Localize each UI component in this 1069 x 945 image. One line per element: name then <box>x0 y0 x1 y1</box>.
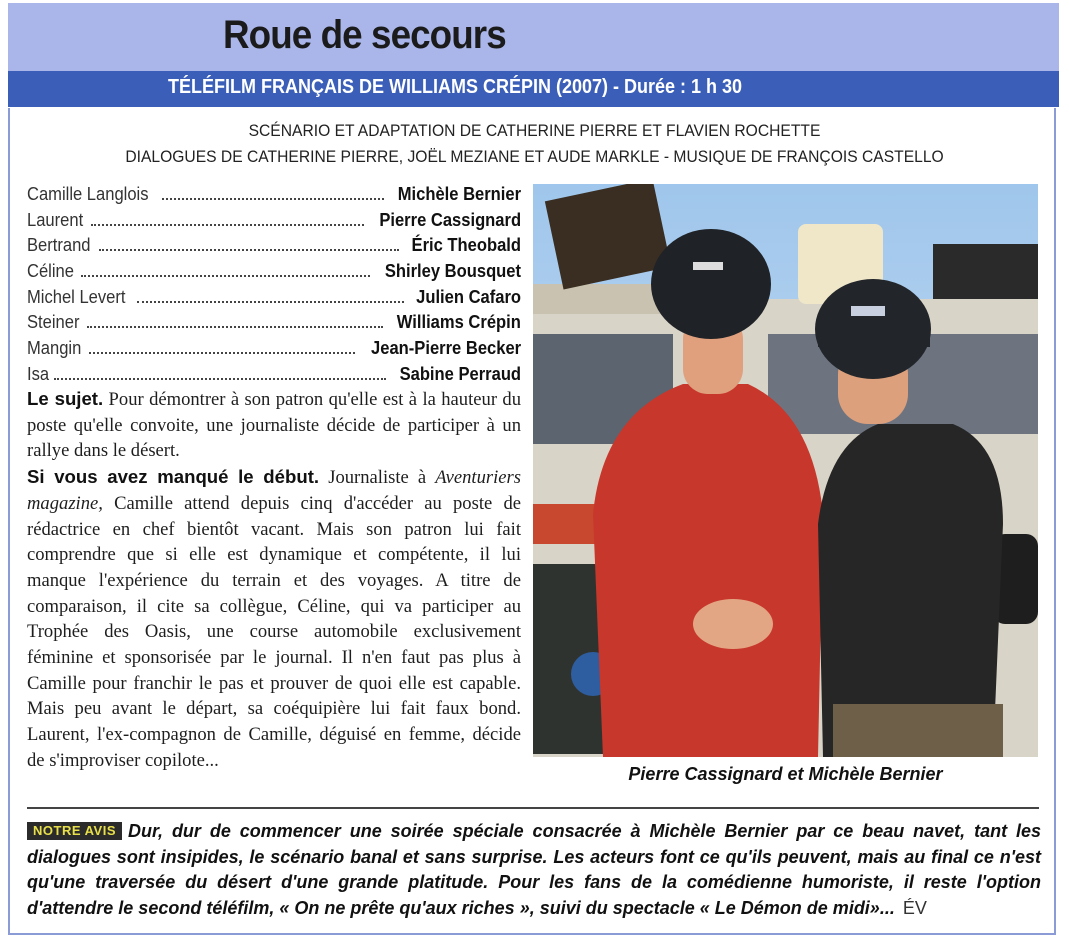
credits-dialogues-music: DIALOGUES DE CATHERINE PIERRE, JOËL MEZIANE ET AUDE MARKLE - MUSIQUE DE FRANÇOIS CASTELLO <box>125 147 944 166</box>
leader-dots <box>54 378 386 380</box>
cast-row <box>27 261 521 287</box>
cast-actor: Pierre Cassignard <box>379 209 521 230</box>
leader-dots <box>162 198 384 200</box>
synopsis <box>27 386 521 774</box>
missed-text-1: Journaliste à <box>319 467 436 489</box>
leader-dots <box>89 352 355 354</box>
cast-role: Michel Levert <box>27 286 126 307</box>
leader-dots <box>91 224 364 226</box>
film-still-photo <box>533 184 1038 757</box>
cast-actor: Shirley Bousquet <box>384 261 521 282</box>
cast-actor: Julien Cafaro <box>416 286 521 307</box>
review-text: Dur, dur de commencer une soirée spéciale consacrée à Michèle Bernier par ce beau navet, tant les dialogues sont insipides, le scénario banal et sans surprise. Les acteurs font ce qu'ils peuvent, mais au final ce n'est qu'une traversée du désert d'une grande platitude. Pour les fans de la comédienne humoriste, il reste l'option d'attendre le second téléfilm, « On ne prête qu'aux riches », suivi du spectacle « Le Démon de midi»... <box>27 821 1041 918</box>
subtitle-band <box>8 71 1059 107</box>
cast-row <box>27 287 521 313</box>
photo-caption: Pierre Cassignard et Michèle Bernier <box>628 764 943 784</box>
missed-label: Si vous avez manqué le début. <box>27 466 320 488</box>
review-badge: NOTRE AVIS <box>27 822 122 840</box>
cast-actor: Sabine Perraud <box>399 363 521 384</box>
subject-label: Le sujet. <box>27 388 104 409</box>
cast-actor: Michèle Bernier <box>397 184 521 204</box>
cast-role: Bertrand <box>27 235 91 256</box>
cast-row <box>27 338 521 364</box>
credits-screenplay: SCÉNARIO ET ADAPTATION DE CATHERINE PIERRE ET FLAVIEN ROCHETTE <box>248 121 821 140</box>
cast-role: Camille Langlois <box>27 184 149 204</box>
cast-role: Laurent <box>27 209 84 230</box>
cast-role: Céline <box>27 261 74 282</box>
title-band <box>8 3 1059 71</box>
cast-actor: Williams Crépin <box>396 312 521 333</box>
cast-role: Isa <box>27 363 50 384</box>
leader-dots <box>81 275 370 277</box>
leader-dots <box>99 249 399 251</box>
cast-role: Mangin <box>27 338 82 359</box>
leader-dots <box>87 326 383 328</box>
subject-text: Pour démontrer à son patron qu'elle est à la hauteur du poste qu'elle convoite, une journaliste décide de participer à un rallye dans le désert. <box>27 389 521 462</box>
magazine-name: Aventuriers magazine, <box>27 467 521 514</box>
review-block <box>27 819 1041 921</box>
photo-illustration <box>533 184 1038 757</box>
cast-list <box>27 184 521 390</box>
cast-role: Steiner <box>27 312 80 333</box>
review-signature: ÉV <box>902 897 927 918</box>
film-info: TÉLÉFILM FRANÇAIS DE WILLIAMS CRÉPIN (2007) - Durée : 1 h 30 <box>168 76 743 98</box>
cast-actor: Jean-Pierre Becker <box>370 338 521 359</box>
cast-row <box>27 184 521 210</box>
cast-actor: Éric Theobald <box>411 235 521 256</box>
cast-row <box>27 312 521 338</box>
missed-text-2: Camille attend depuis cinq d'accéder au poste de rédactrice en chef bientôt vacant. Mais son patron lui fait comprendre que si elle est dynamique et compétente, il lui manque l'expérience du terrain et des voyages. A titre de comparaison, il cite sa collègue, Céline, qui va participer au Trophée des Oasis, une course automobile exclusivement féminine et sponsorisée par le journal. Il n'en faut pas plus à Camille pour franchir le pas et prouver de quoi elle est capable. Mais peu avant le départ, sa coéquipière lui fait faux bond. Laurent, l'ex-compagnon de Camille, déguisé en femme, décide de s'improviser copilote... <box>27 492 521 771</box>
section-divider <box>27 807 1039 809</box>
leader-dots <box>137 301 404 303</box>
cast-row <box>27 235 521 261</box>
page-title: Roue de secours <box>223 13 506 57</box>
cast-row <box>27 210 521 236</box>
